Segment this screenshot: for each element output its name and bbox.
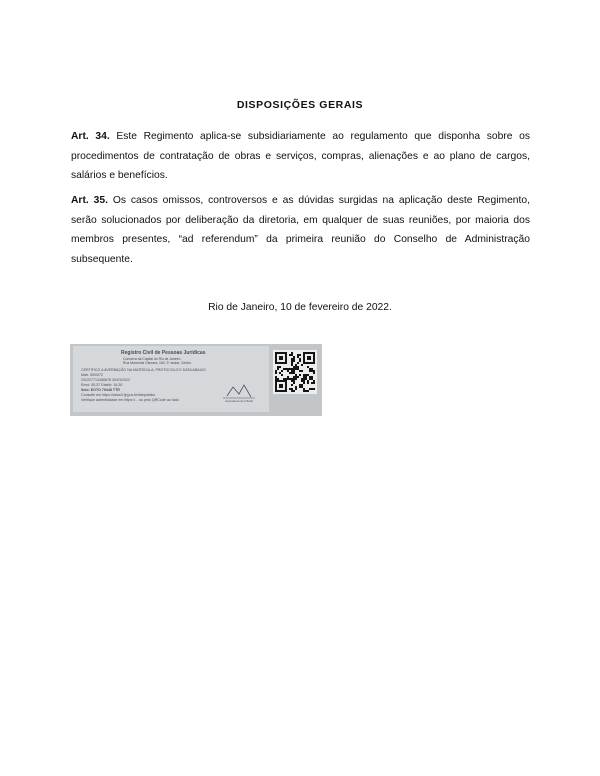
stamp-line: Emol: 55,37 Distrib: 16,30	[81, 383, 123, 387]
stamp-line: Matr. 55/0072	[81, 373, 103, 377]
stamp-line: CERTIFICO A AVERBAÇÃO NA MATRÍCULA, PROTOCOLO E DATA ABAIXO	[81, 368, 206, 372]
stamp-line: 202207713456678 30/03/2022	[81, 378, 130, 382]
article-text: Os casos omissos, controversos e as dúvidas surgidas na aplicação deste Regimento, serão solucionados por deliberação da diretoria, em qualquer de suas reuniões, por maioria dos membros presentes, “ad referendum” da primeira reunião do Conselho de Administração subsequente.	[71, 195, 530, 265]
stamp-line: Verifique autenticidade em https://... ou pelo QRCode ao lado	[81, 398, 179, 402]
stamp-label	[73, 346, 269, 412]
article-number: Art. 35.	[71, 195, 108, 206]
stamp-subtitle: Comarca da Capital do Rio de Janeiro	[123, 357, 181, 361]
section-title: DISPOSIÇÕES GERAIS	[236, 99, 364, 111]
stamp-subtitle: Rua Marechal Câmara, 160, 3º andar, Centro	[123, 361, 192, 365]
article-34	[71, 127, 530, 186]
article-number: Art. 34.	[71, 131, 110, 142]
stamp-title: Registro Civil de Pessoas Jurídicas	[121, 350, 206, 356]
signature-seal-icon	[221, 382, 257, 404]
qr-code-icon	[273, 350, 317, 394]
signature-caption: Assinatura do Oficial	[225, 399, 253, 403]
place-date: Rio de Janeiro, 10 de fevereiro de 2022.	[208, 302, 392, 313]
stamp-line: Consulte em https://www3.tjrj.jus.br/sitepublico	[81, 393, 156, 397]
registry-stamp	[70, 344, 322, 416]
article-text: Este Regimento aplica-se subsidiariamente ao regulamento que disponha sobre os procedimentos de contratação de obras e serviços, compras, alienações e ao plano de cargos, salários e benefícios.	[71, 131, 530, 182]
article-35	[71, 191, 530, 269]
stamp-line: Selo: EOTO 79448 TTR	[81, 388, 120, 392]
